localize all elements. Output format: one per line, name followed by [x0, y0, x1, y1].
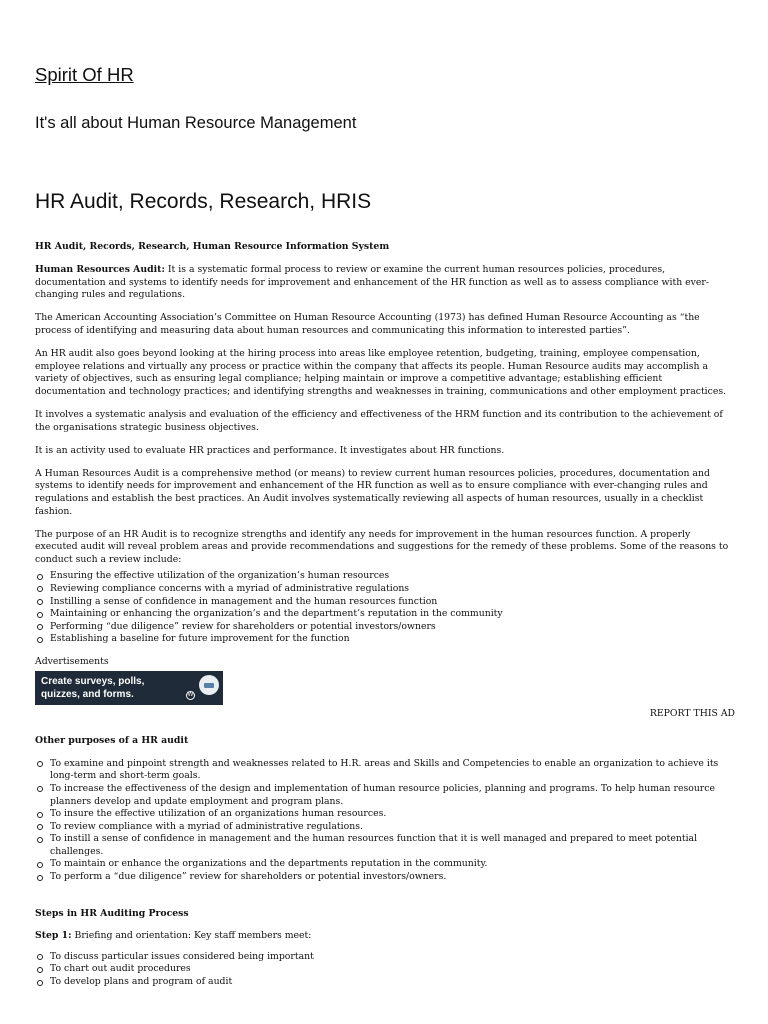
list-item: To examine and pinpoint strength and weaknesses related to H.R. areas and Skills and Competencies to enable an organization to achieve its long-term and short-term goals. — [35, 758, 735, 783]
site-title-link[interactable]: Spirit Of HR — [35, 64, 134, 85]
reasons-list — [35, 570, 735, 646]
audit-label: Human Resources Audit: — [35, 264, 165, 276]
site-tagline: It's all about Human Resource Management — [35, 114, 357, 132]
list-item: Performing “due diligence” review for shareholders or potential investors/owners — [35, 621, 735, 634]
other-purposes-list — [35, 758, 735, 884]
ad-thumbnail-icon — [199, 675, 219, 695]
list-item: Establishing a baseline for future improvement for the function — [35, 633, 735, 646]
other-purposes-heading: Other purposes of a HR audit — [35, 735, 189, 747]
list-item: Maintaining or enhancing the organization’s and the department’s reputation in the community — [35, 608, 735, 621]
paragraph-purpose: The purpose of an HR Audit is to recognize strengths and identify any needs for improvement in the human resources function. A properly executed audit will reveal problem areas and provide recommendations and suggestions for the remedy of these problems. Some of the reasons to conduct such a review include: — [35, 528, 729, 565]
list-item: To review compliance with a myriad of administrative regulations. — [35, 821, 735, 834]
list-item: To insure the effective utilization of an organizations human resources. — [35, 808, 735, 821]
list-item: Ensuring the effective utilization of the organization’s human resources — [35, 570, 735, 583]
paragraph-activity: It is an activity used to evaluate HR practices and performance. It investigates about HR functions. — [35, 444, 505, 456]
ad-line-1: Create surveys, polls, — [41, 675, 145, 687]
paragraph-systematic-analysis: It involves a systematic analysis and evaluation of the efficiency and effectiveness of the HRM function and its contribution to the achievement of the organisations strategic business objectives. — [35, 408, 723, 433]
ad-line-2: quizzes, and forms. — [41, 688, 134, 700]
list-item: To instill a sense of confidence in management and the human resources function that it is well managed and prepared to meet potential challenges. — [35, 833, 735, 858]
list-item: To perform a “due diligence” review for shareholders or potential investors/owners. — [35, 871, 735, 884]
report-ad-link[interactable]: REPORT THIS AD — [649, 707, 735, 719]
steps-heading: Steps in HR Auditing Process — [35, 907, 189, 919]
list-item: To discuss particular issues considered being important — [35, 951, 735, 964]
step-1-list — [35, 951, 735, 989]
paragraph-beyond-hiring: An HR audit also goes beyond looking at the hiring process into areas like employee retention, budgeting, training, employee compensation, employee relations and virtually any process or practice within the company that affects its people. Human Resource audits may accomplish a variety of objectives, such as ensuring legal compliance; helping maintain or improve a competitive advantage; establishing efficient documentation and technology practices; and identifying strengths and weaknesses in training, communications and other employment practices. — [35, 348, 727, 397]
post-content — [35, 241, 735, 999]
list-item: To maintain or enhance the organizations and the departments reputation in the community. — [35, 858, 735, 871]
post-heading: HR Audit, Records, Research, Human Resource Information System — [35, 241, 390, 252]
paragraph-aaa: The American Accounting Association’s Committee on Human Resource Accounting (1973) has defined Human Resource Accounting as “the process of identifying and measuring data about human resources and communicating this information to interested parties”. — [35, 312, 700, 336]
ad-banner[interactable] — [35, 671, 223, 705]
step-1-text: Briefing and orientation: Key staff members meet: — [71, 930, 312, 942]
list-item: To increase the effectiveness of the design and implementation of human resource policies, planning and programs. To help human resource planners develop and update employment and program plans. — [35, 783, 735, 808]
step-1-label: Step 1: — [35, 930, 72, 942]
step-1 — [35, 930, 735, 943]
list-item: Instilling a sense of confidence in management and the human resources function — [35, 596, 735, 609]
list-item: Reviewing compliance concerns with a myriad of administrative regulations — [35, 583, 735, 596]
list-item: To develop plans and program of audit — [35, 976, 735, 989]
post-title: HR Audit, Records, Research, HRIS — [35, 190, 372, 213]
advertisements-label: Advertisements — [35, 655, 109, 667]
paragraph-comprehensive: A Human Resources Audit is a comprehensive method (or means) to review current human resources policies, procedures, documentation and systems to identify needs for improvement and enhancement of the HR function as well as to ensure compliance with ever-changing rules and regulations and establish the best practices. An Audit involves systematically reviewing all aspects of human resources, usually in a checklist fashion. — [35, 467, 710, 517]
wordpress-icon: W — [187, 691, 194, 698]
audit-definition-text: It is a systematic formal process to review or examine the current human resources policies, procedures, documentation and systems to identify needs for improvement and enhancement of the HR function as well as to assess compliance with ever-changing rules and regulations. — [35, 264, 709, 301]
list-item: To chart out audit procedures — [35, 963, 735, 976]
audit-definition — [35, 264, 735, 302]
